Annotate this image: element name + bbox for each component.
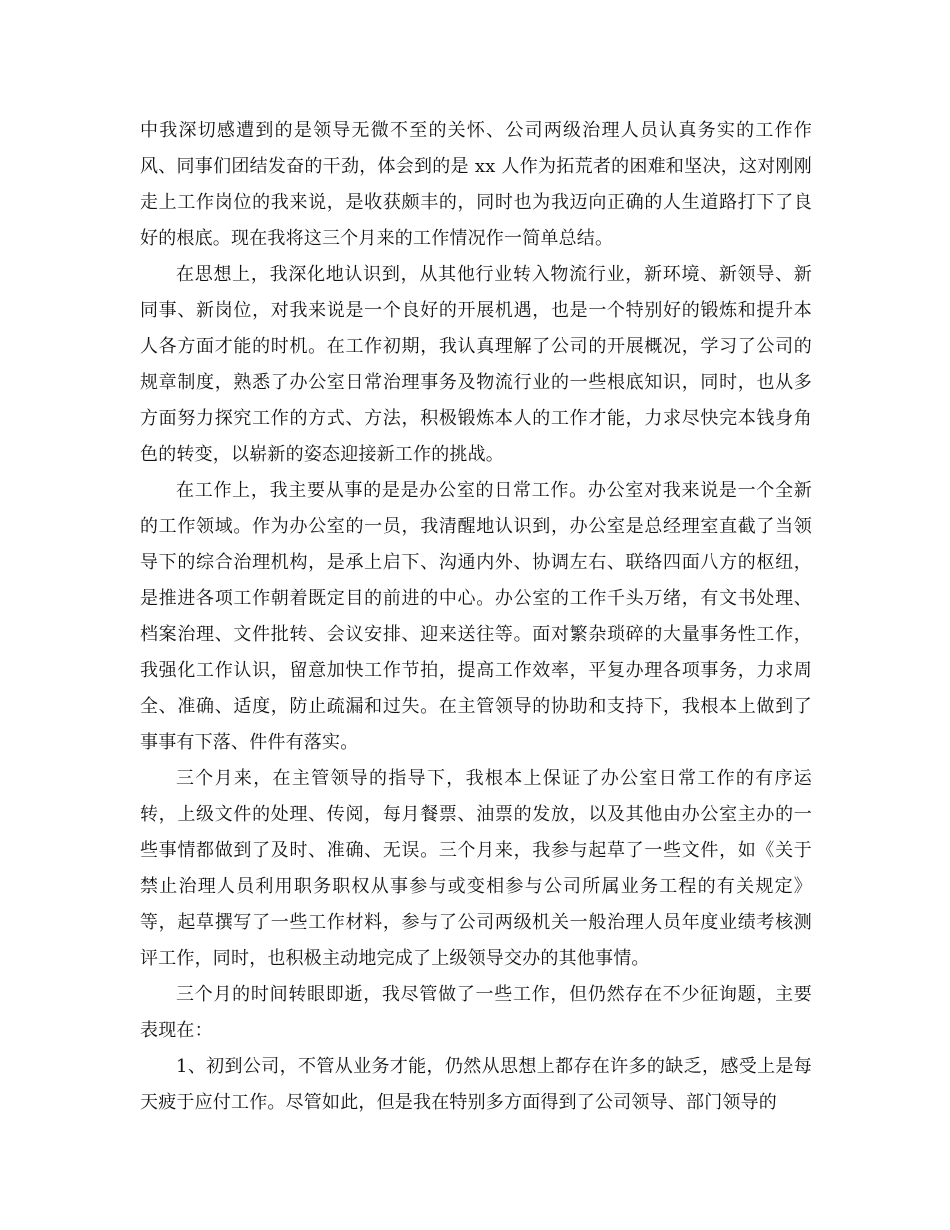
document-body: [140, 113, 812, 1121]
paragraph-1: 中我深切感遭到的是领导无微不至的关怀、公司两级治理人员认真务实的工作作风、同事们团结发奋的干劲，体会到的是 xx 人作为拓荒者的困难和坚决，这对刚刚走上工作岗位的我来说，是收获颇丰的，同时也为我迈向正确的人生道路打下了良好的根底。现在我将这三个月来的工作情况作一简单总结。: [140, 120, 812, 249]
paragraph-6: 1、初到公司，不管从业务才能，仍然从思想上都存在许多的缺乏，感受上是每天疲于应付工作。尽管如此，但是我在特别多方面得到了公司领导、部门领导的: [140, 1056, 812, 1113]
paragraph-4: 三个月来，在主管领导的指导下，我根本上保证了办公室日常工作的有序运转，上级文件的处理、传阅，每月餐票、油票的发放，以及其他由办公室主办的一些事情都做到了及时、准确、无误。三个月来，我参与起草了一些文件，如《关于禁止治理人员利用职务职权从事参与或变相参与公司所属业务工程的有关规定》等，起草撰写了一些工作材料，参与了公司两级机关一般治理人员年度业绩考核测评工作，同时，也积极主动地完成了上级领导交办的其他事情。: [140, 768, 812, 969]
paragraph-3: 在工作上，我主要从事的是是办公室的日常工作。办公室对我来说是一个全新的工作领域。作为办公室的一员，我清醒地认识到，办公室是总经理室直截了当领导下的综合治理机构，是承上启下、沟通内外、协调左右、联络四面八方的枢纽，是推进各项工作朝着既定目的前进的中心。办公室的工作千头万绪，有文书处理、档案治理、文件批转、会议安排、迎来送往等。面对繁杂琐碎的大量事务性工作，我强化工作认识，留意加快工作节拍，提高工作效率，平复办理各项事务，力求周全、准确、适度，防止疏漏和过失。在主管领导的协助和支持下，我根本上做到了事事有下落、件件有落实。: [140, 480, 812, 753]
paragraph-2: 在思想上，我深化地认识到，从其他行业转入物流行业，新环境、新领导、新同事、新岗位，对我来说是一个良好的开展机遇，也是一个特别好的锻炼和提升本人各方面才能的时机。在工作初期，我认真理解了公司的开展概况，学习了公司的规章制度，熟悉了办公室日常治理事务及物流行业的一些根底知识，同时，也从多方面努力探究工作的方式、方法，积极锻炼本人的工作才能，力求尽快完本钱身角色的转变，以崭新的姿态迎接新工作的挑战。: [140, 264, 812, 465]
paragraph-5: 三个月的时间转眼即逝，我尽管做了一些工作，但仍然存在不少征询题，主要表现在：: [140, 984, 812, 1041]
